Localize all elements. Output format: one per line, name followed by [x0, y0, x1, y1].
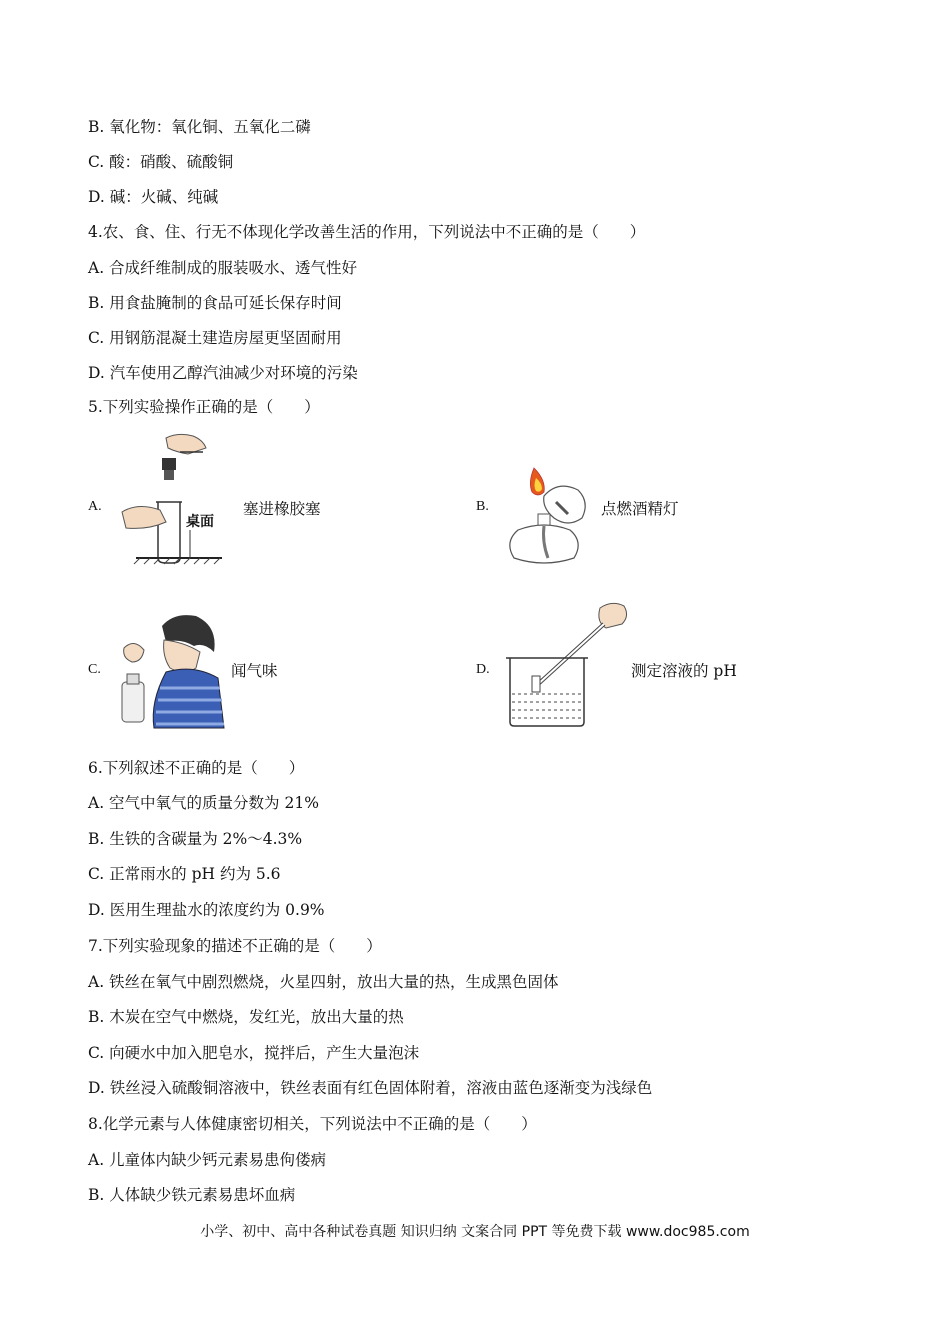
q3-option-b: B. 氧化物：氧化铜、五氧化二磷: [88, 118, 311, 136]
q4-option-d: D. 汽车使用乙醇汽油减少对环境的污染: [88, 364, 358, 382]
q6-option-a: A. 空气中氧气的质量分数为 21%: [88, 794, 319, 812]
q8-stem: 8.化学元素与人体健康密切相关，下列说法中不正确的是（ ）: [88, 1115, 537, 1133]
q6-stem: 6.下列叙述不正确的是（ ）: [88, 759, 305, 777]
q7-option-d: D. 铁丝浸入硫酸铜溶液中，铁丝表面有红色固体附着，溶液由蓝色逐渐变为浅绿色: [88, 1079, 653, 1097]
alcohol-lamp-figure: [498, 462, 593, 572]
q6-option-c: C. 正常雨水的 pH 约为 5.6: [88, 865, 281, 883]
q5-option-d-caption: 测定溶液的 pH: [631, 662, 737, 680]
table-surface-label: 桌面: [186, 514, 214, 530]
smelling-gas-figure: [114, 612, 226, 730]
q6-option-b: B. 生铁的含碳量为 2%～4.3%: [88, 830, 303, 848]
q5-stem: 5.下列实验操作正确的是（ ）: [88, 398, 320, 416]
q5-option-a-label: A.: [88, 499, 102, 514]
page-footer: 小学、初中、高中各种试卷真题 知识归纳 文案合同 PPT 等免费下载 www.doc985.com: [200, 1224, 750, 1240]
q4-option-b: B. 用食盐腌制的食品可延长保存时间: [88, 294, 342, 312]
q5-option-c-label: C.: [88, 662, 101, 677]
q7-option-c: C. 向硬水中加入肥皂水，搅拌后，产生大量泡沫: [88, 1044, 420, 1062]
q6-option-d: D. 医用生理盐水的浓度约为 0.9%: [88, 901, 325, 919]
q5-option-d-label: D.: [476, 662, 490, 677]
q8-option-b: B. 人体缺少铁元素易患坏血病: [88, 1186, 296, 1204]
q5-option-b-label: B.: [476, 499, 489, 514]
q5-option-a-caption: 塞进橡胶塞: [243, 500, 321, 518]
q3-option-c: C. 酸：硝酸、硫酸铜: [88, 153, 234, 171]
q4-stem: 4.农、食、住、行无不体现化学改善生活的作用，下列说法中不正确的是（ ）: [88, 223, 646, 241]
ph-measurement-figure: [500, 598, 640, 730]
q4-option-a: A. 合成纤维制成的服装吸水、透气性好: [88, 259, 358, 277]
q7-option-b: B. 木炭在空气中燃烧，发红光，放出大量的热: [88, 1008, 404, 1026]
q7-option-a: A. 铁丝在氧气中剧烈燃烧，火星四射，放出大量的热，生成黑色固体: [88, 973, 559, 991]
q7-stem: 7.下列实验现象的描述不正确的是（ ）: [88, 937, 382, 955]
stopper-test-tube-figure: [118, 430, 233, 565]
q8-option-a: A. 儿童体内缺少钙元素易患佝偻病: [88, 1151, 327, 1169]
q5-option-b-caption: 点燃酒精灯: [601, 500, 679, 518]
q5-option-c-caption: 闻气味: [231, 662, 278, 680]
q4-option-c: C. 用钢筋混凝土建造房屋更坚固耐用: [88, 329, 342, 347]
q3-option-d: D. 碱：火碱、纯碱: [88, 188, 219, 206]
